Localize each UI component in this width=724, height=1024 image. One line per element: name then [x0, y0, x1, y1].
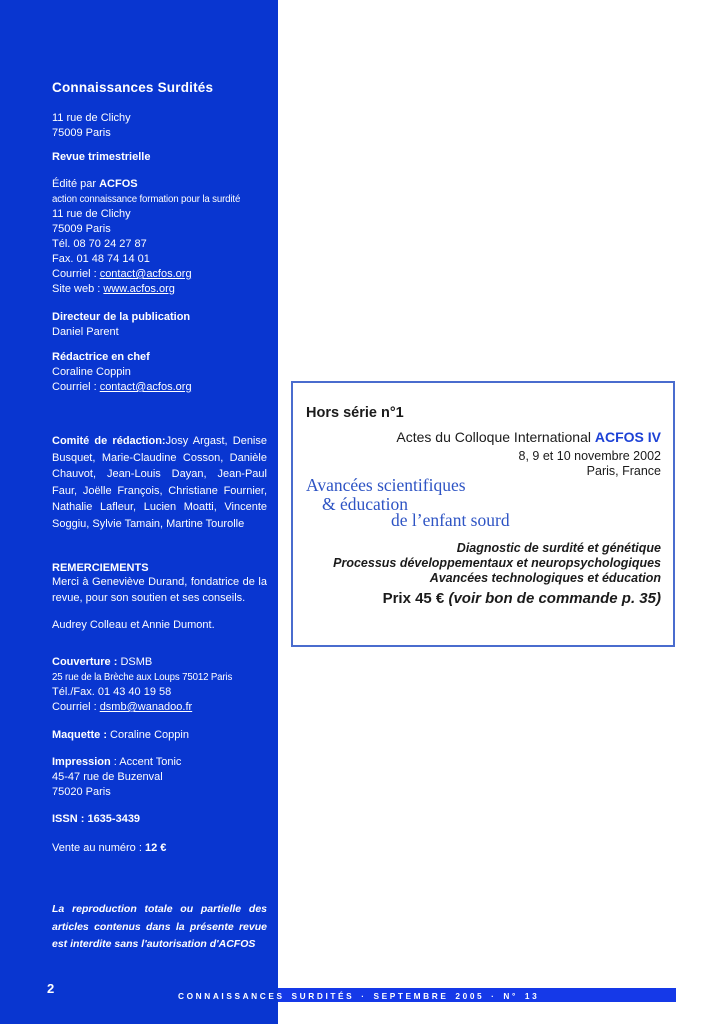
promo-title-acfos: ACFOS IV — [594, 429, 661, 445]
editor-email-line — [52, 380, 267, 395]
acknowledgements-extra: Audrey Colleau et Annie Dumont. — [52, 619, 215, 631]
director-label: Directeur de la publication — [52, 311, 191, 323]
promo-topics — [333, 541, 661, 586]
publisher-website-line — [52, 282, 267, 297]
cover-email-line — [52, 700, 267, 715]
committee-members: Josy Argast, Denise Busquet, Marie-Claudine Cosson, Danièle Chauvot, Jean-Louis Dayan, Jean-Paul Faur, Joëlle François, Christiane Fournier, Nathalie Lafleur, Lucien Moatti, Vincente Soggiu, Sylvie Tamain, Martine Tourolle — [52, 435, 267, 530]
publisher-block — [52, 177, 267, 297]
publisher-line: Fax. 01 48 74 14 01 — [52, 253, 150, 265]
promo-topic: Processus développementaux et neuropsychologiques — [333, 556, 661, 570]
promo-price — [383, 590, 661, 607]
publisher-name: ACFOS — [99, 178, 138, 190]
price-label: Vente au numéro : — [52, 842, 145, 854]
editorial-committee — [52, 433, 267, 533]
revue-frequency: Revue trimestrielle — [52, 151, 151, 163]
promo-title — [396, 429, 661, 445]
copyright-notice: La reproduction totale ou partielle des articles contenus dans la présente revue est interdite sans l'autorisation d'ACFOS — [52, 903, 267, 950]
promo-date: 8, 9 et 10 novembre 2002 — [518, 449, 661, 463]
address-line: 11 rue de Clichy — [52, 112, 131, 124]
layout-label: Maquette : — [52, 729, 107, 741]
publisher-subtitle: action connaissance formation pour la surdité — [52, 194, 241, 205]
email-link[interactable]: contact@acfos.org — [99, 381, 192, 393]
promo-box — [291, 381, 675, 647]
email-link[interactable]: dsmb@wanadoo.fr — [99, 701, 193, 713]
printer-line — [52, 755, 267, 770]
acknowledgements-text: Merci à Geneviève Durand, fondatrice de la revue, pour son soutien et ses conseils. — [52, 576, 267, 604]
cover-phone: Tél./Fax. 01 43 40 19 58 — [52, 686, 172, 698]
cover-credit-line — [52, 655, 267, 670]
printer-address: 45-47 rue de Buzenval — [52, 771, 163, 783]
cover-address: 25 rue de la Brèche aux Loups 75012 Paris — [52, 672, 233, 683]
layout-credit — [52, 728, 267, 743]
cover-name: DSMB — [117, 656, 153, 668]
printer-block — [52, 755, 267, 800]
address-line: 75009 Paris — [52, 127, 111, 139]
editor-name: Coraline Coppin — [52, 366, 131, 378]
publisher-line: Tél. 08 70 24 27 87 — [52, 238, 147, 250]
issn-line: ISSN : 1635-3439 — [52, 813, 141, 825]
editor-block — [52, 350, 267, 395]
cover-credit-block — [52, 655, 267, 715]
printer-city: 75020 Paris — [52, 786, 111, 798]
email-label: Courriel : — [52, 268, 100, 280]
director-block — [52, 310, 267, 340]
publisher-line: 75009 Paris — [52, 223, 111, 235]
publisher-line — [52, 177, 267, 192]
acknowledgements-label: REMERCIEMENTS — [52, 562, 149, 574]
promo-place: Paris, France — [586, 464, 661, 478]
committee-label: Comité de rédaction: — [52, 435, 166, 447]
publisher-email-line — [52, 267, 267, 282]
promo-price-value: Prix 45 € — [382, 590, 449, 607]
promo-title-text: Actes du Colloque International — [396, 429, 595, 445]
promo-topic: Avancées technologiques et éducation — [429, 571, 661, 585]
promo-subtitle-line: Avancées scientifiques — [306, 475, 466, 495]
page-number: 2 — [47, 981, 55, 996]
promo-price-note: (voir bon de commande p. 35) — [448, 590, 661, 607]
printer-name: : Accent Tonic — [110, 756, 182, 768]
cover-label: Couverture : — [52, 656, 118, 668]
publisher-line: 11 rue de Clichy — [52, 208, 131, 220]
website-link[interactable]: www.acfos.org — [103, 283, 175, 295]
sidebar — [0, 0, 278, 1024]
publisher-prefix: Édité par — [52, 178, 100, 190]
promo-topic: Diagnostic de surdité et génétique — [456, 541, 661, 555]
email-link[interactable]: contact@acfos.org — [99, 268, 192, 280]
director-name: Daniel Parent — [52, 326, 119, 338]
magazine-address — [52, 111, 267, 141]
promo-kicker: Hors série n°1 — [306, 405, 404, 421]
footer-journal-line: CONNAISSANCES SURDITÉS · SEPTEMBRE 2005 · N° 13 — [178, 990, 540, 1001]
price-value: 12 € — [144, 842, 167, 854]
printer-label: Impression — [52, 756, 111, 768]
email-label: Courriel : — [52, 701, 100, 713]
price-per-issue — [52, 841, 267, 856]
layout-name: Coraline Coppin — [107, 729, 189, 741]
website-label: Site web : — [52, 283, 104, 295]
editor-label: Rédactrice en chef — [52, 351, 150, 363]
promo-subtitle-line: & éducation — [322, 494, 409, 514]
magazine-title: Connaissances Surdités — [52, 80, 214, 95]
email-label: Courriel : — [52, 381, 100, 393]
promo-subtitle-line: de l’enfant sourd — [391, 510, 510, 530]
